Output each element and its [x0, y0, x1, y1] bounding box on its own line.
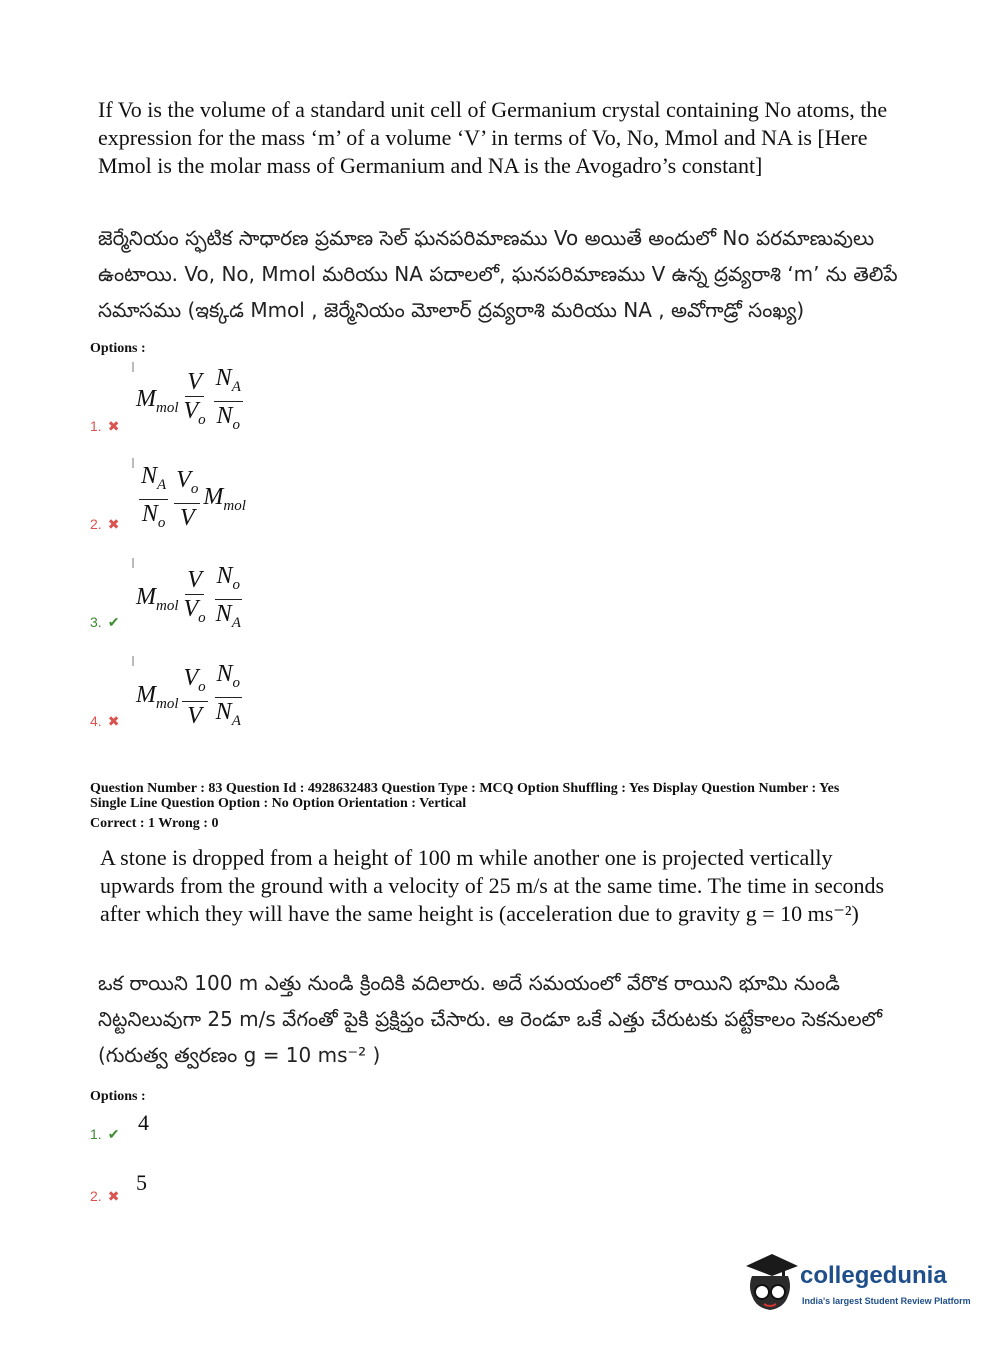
option-1-value-83[interactable]: 4 [138, 1110, 149, 1135]
fraction-no-over-na: $\frac{N_o}{N_A}$ [215, 661, 241, 729]
option-divider [132, 656, 134, 666]
check-icon: ✔ [107, 1126, 120, 1142]
question-83-english: A stone is dropped from a height of 100 m while another one is projected vertically upwards from the ground with a velocity of 25 m/s at the same time. The time in seconds after which they will have the same height is (acceleration due to gravity g = 10 ms⁻²) [100, 845, 885, 926]
fraction-na-over-no: $\frac{N_A}{N_o}$ [141, 463, 167, 531]
option-3-number [90, 614, 119, 631]
question-83-meta-line3: Correct : 1 Wrong : 0 [90, 816, 219, 831]
fraction-no-over-na: $\frac{N_o}{N_A}$ [215, 563, 241, 631]
question-82-english: If Vo is the volume of a standard unit cell of Germanium crystal containing No atoms, the expression for the mass ‘m’ of a volume ‘V’ in terms of Vo, No, Mmol and NA is [Here Mmol is the molar mass of Germanium and NA is the Avogadro’s constant] [98, 97, 888, 178]
question-82-telugu: జెర్మేనియం స్ఫటిక సాధారణ ప్రమాణ సెల్ ఘనపరిమాణము Vo అయితే అందులో No పరమాణువులు ఉంటాయి. Vo, No, Mmol మరియు NA పదాలలో, ఘనపరిమాణము V ఉన్న ద్రవ్యరాశి ‘m’ ను తెలిపే సమాసము (ఇక్కడ Mmol , జెర్మేనియం మోలార్ ద్రవ్యరాశి మరియు NA , అవోగాడ్రో సంఖ్య) [98, 226, 898, 322]
molar-mass-symbol: $M_{mol}$ [203, 483, 246, 514]
option-number-text: 3. [90, 614, 102, 630]
fraction-na-over-no: $\frac{N_A}{N_o}$ [215, 365, 241, 433]
logo-tagline: India's largest Student Review Platform [802, 1296, 971, 1306]
option-2-number [90, 516, 119, 533]
molar-mass-symbol: $M_{mol}$ [136, 583, 179, 614]
cross-icon: ✖ [107, 516, 120, 532]
option-2-value-83[interactable]: 5 [136, 1170, 147, 1195]
option-number-text: 1. [90, 418, 102, 434]
question-83-meta-line1: Question Number : 83 Question Id : 4928632483 Question Type : MCQ Option Shuffling : Yes Display Question Number : Yes [90, 781, 840, 796]
fraction-vo-over-v: $\frac{V_o}{V}$ [183, 665, 206, 730]
option-number-text: 4. [90, 713, 102, 729]
molar-mass-symbol: $M_{mol}$ [136, 681, 179, 712]
question-83-telugu: ఒక రాయిని 100 m ఎత్తు నుండి క్రిందికి వదిలారు. అదే సమయంలో వేరొక రాయిని భూమి నుండి నిట్టనిలువుగా 25 m/s వేగంతో పైకి ప్రక్షిప్తం చేసారు. ఆ రెండూ ఒకే ఎత్తు చేరుటకు పట్టేకాలం సెకనులలో (గురుత్వ త్వరణం g = 10 ms⁻² ) [98, 971, 883, 1067]
molar-mass-symbol: $M_{mol}$ [136, 385, 179, 416]
fraction-v-over-vo: $\frac{V}{V_o}$ [183, 567, 206, 627]
option-divider [132, 558, 134, 568]
option-3-formula[interactable] [136, 562, 246, 637]
option-number-text: 1. [90, 1126, 102, 1142]
question-83-meta-line2: Single Line Question Option : No Option Orientation : Vertical [90, 796, 467, 811]
option-4-number [90, 713, 119, 730]
fraction-v-over-vo: $\frac{V}{V_o}$ [183, 369, 206, 429]
collegedunia-logo[interactable] [742, 1252, 972, 1322]
options-label-83: Options : [90, 1089, 146, 1104]
option-4-formula[interactable] [136, 660, 246, 735]
graduate-mascot-icon [742, 1252, 800, 1314]
logo-wordmark: collegedunia [800, 1262, 947, 1289]
cross-icon: ✖ [107, 1188, 120, 1204]
option-2-formula[interactable] [136, 462, 246, 537]
option-number-text: 2. [90, 516, 102, 532]
fraction-vo-over-v: $\frac{V_o}{V}$ [176, 467, 199, 532]
cross-icon: ✖ [107, 418, 120, 434]
option-divider [132, 458, 134, 468]
option-number-text: 2. [90, 1188, 102, 1204]
option-2-number-83 [90, 1188, 119, 1205]
option-divider [132, 362, 134, 372]
option-1-formula[interactable] [136, 364, 246, 439]
cross-icon: ✖ [107, 713, 120, 729]
check-icon: ✔ [107, 614, 120, 630]
option-1-number-83 [90, 1126, 119, 1143]
options-label-82: Options : [90, 341, 146, 356]
option-1-number [90, 418, 119, 435]
